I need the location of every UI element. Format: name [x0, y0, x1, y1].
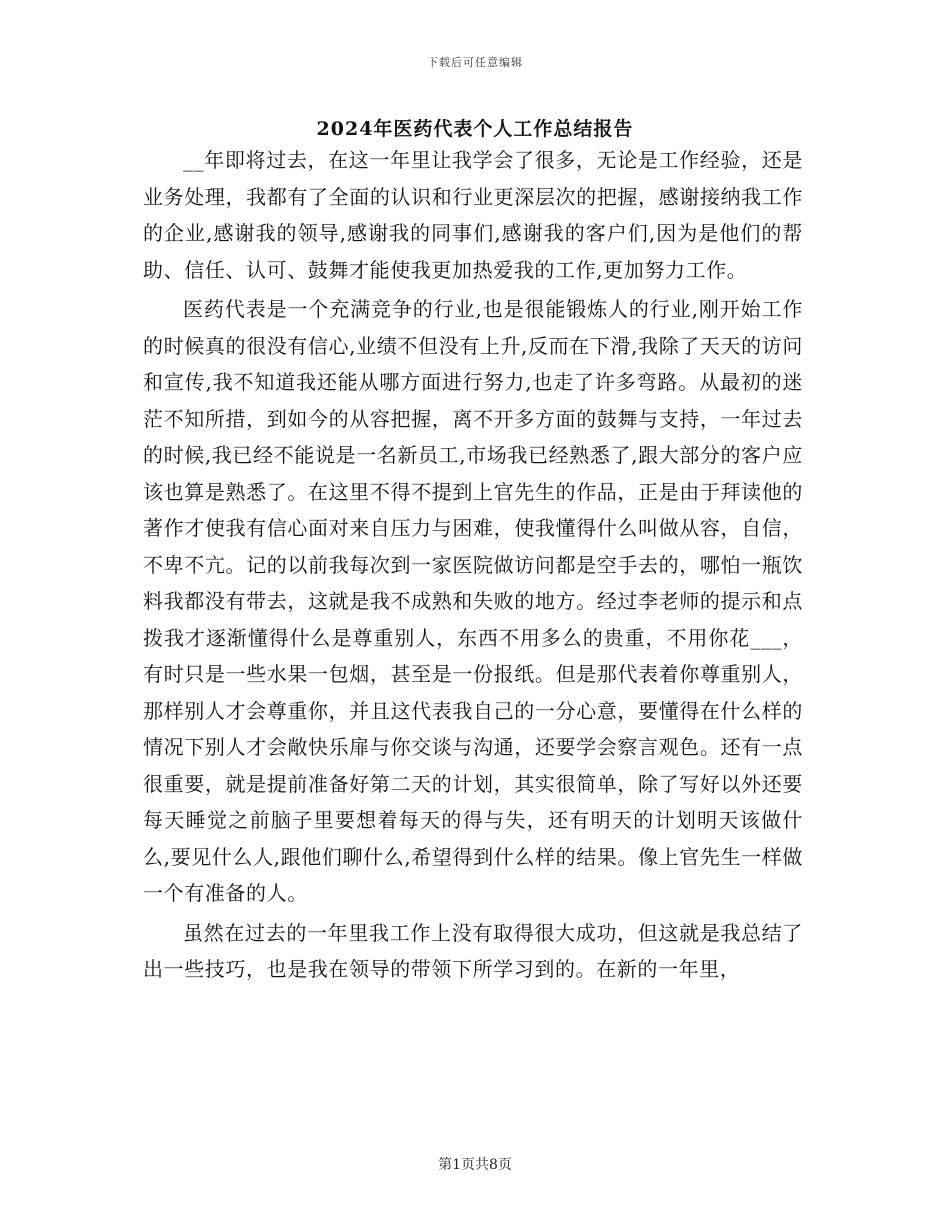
page-number: 第1页共8页 [438, 1157, 512, 1173]
paragraph: __年即将过去，在这一年里让我学会了很多，无论是工作经验，还是业务处理，我都有了全面的认识和行业更深层次的把握，感谢接纳我工作的企业,感谢我的领导,感谢我的同事们,感谢我的客户们,因为是他们的帮助、信任、认可、鼓舞才能使我更加热爱我的工作,更加努力工作。 [143, 148, 803, 282]
download-note: 下载后可任意编辑 [427, 56, 523, 69]
document-title: 2024年医药代表个人工作总结报告 [316, 118, 634, 140]
document-body [143, 142, 803, 991]
paragraph: 虽然在过去的一年里我工作上没有取得很大成功，但这就是我总结了出一些技巧，也是我在领导的带领下所学习到的。在新的一年里， [143, 920, 803, 981]
paragraph: 医药代表是一个充满竞争的行业,也是很能锻炼人的行业,刚开始工作的时候真的很没有信心,业绩不但没有上升,反而在下滑,我除了天天的访问和宣传,我不知道我还能从哪方面进行努力,也走了许多弯路。从最初的迷茫不知所措，到如今的从容把握，离不开多方面的鼓舞与支持，一年过去的时候,我已经不能说是一名新员工,市场我已经熟悉了,跟大部分的客户应该也算是熟悉了。在这里不得不提到上官先生的作品，正是由于拜读他的著作才使我有信心面对来自压力与困难，使我懂得什么叫做从容，自信，不卑不亢。记的以前我每次到一家医院做访问都是空手去的，哪怕一瓶饮料我都没有带去，这就是我不成熟和失败的地方。经过李老师的提示和点拨我才逐渐懂得什么是尊重别人，东西不用多么的贵重，不用你花___，有时只是一些水果一包烟，甚至是一份报纸。但是那代表着你尊重别人，那样别人才会尊重你，并且这代表我自己的一分心意，要懂得在什么样的情况下别人才会敞快乐扉与你交谈与沟通，还要学会察言观色。还有一点很重要，就是提前准备好第二天的计划，其实很简单，除了写好以外还要每天睡觉之前脑子里要想着每天的得与失，还有明天的计划明天该做什么,要见什么人,跟他们聊什么,希望得到什么样的结果。像上官先生一样做一个有准备的人。 [143, 297, 803, 905]
